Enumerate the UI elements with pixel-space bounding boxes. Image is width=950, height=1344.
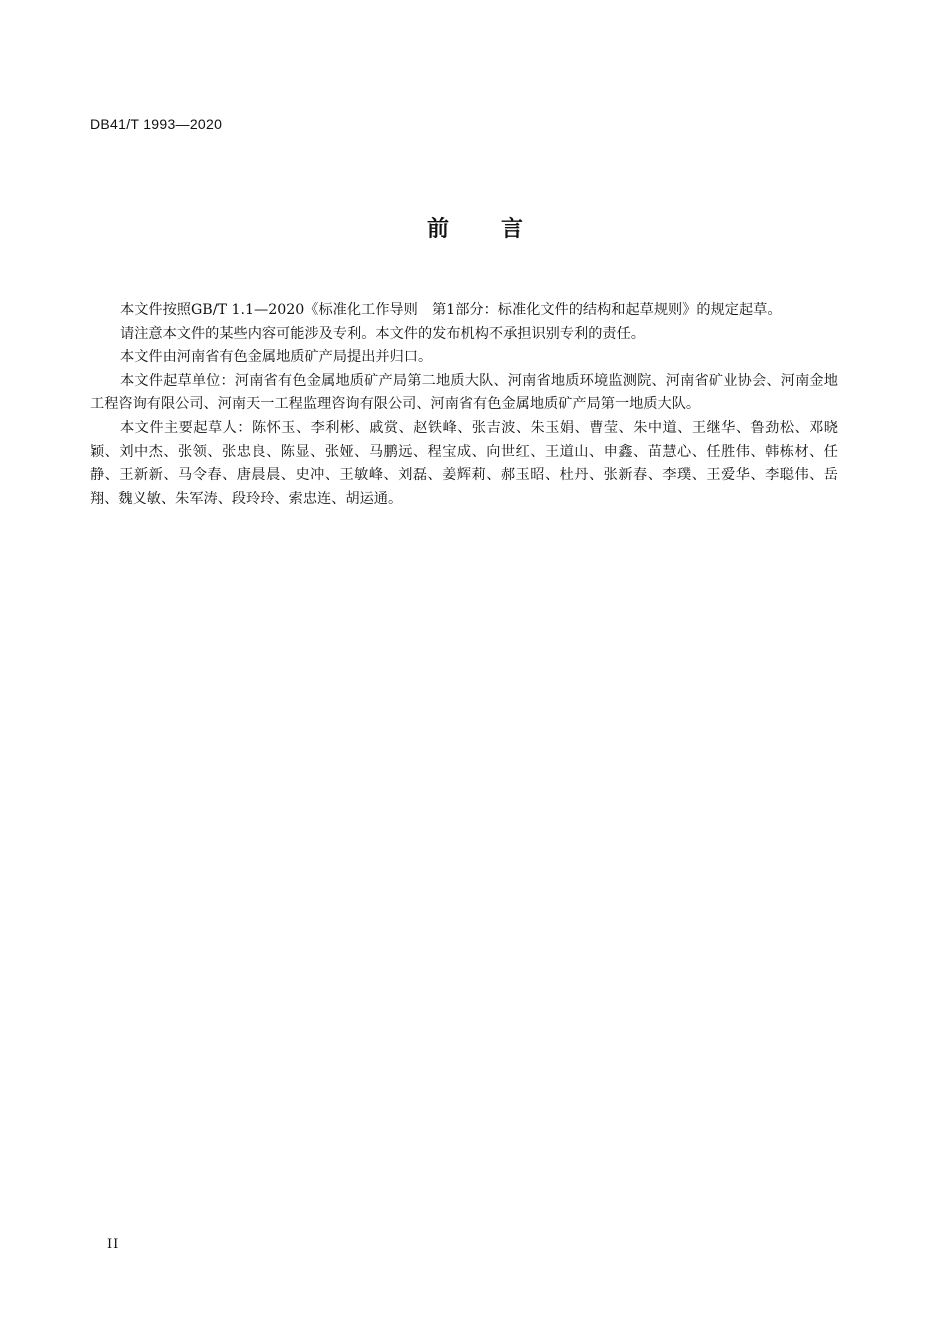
page-title	[0, 212, 950, 243]
document-code: DB41/T 1993—2020	[90, 116, 223, 132]
title-char-2: 言	[501, 217, 524, 242]
paragraph-drafters: 本文件主要起草人：陈怀玉、李利彬、戚赏、赵铁峰、张吉波、朱玉娟、曹莹、朱中道、王继华、鲁劲松、邓晓颖、刘中杰、张领、张忠良、陈显、张娅、马鹏远、程宝成、向世红、王道山、申鑫、苗慧心、任胜伟、韩栋材、任静、王新新、马令春、唐晨晨、史冲、王敏峰、刘磊、姜辉莉、郝玉昭、杜丹、张新春、李璞、王爱华、李聪伟、岳翔、魏义敏、朱军涛、段玲玲、索忠连、胡运通。	[90, 419, 838, 507]
paragraph-proposer: 本文件由河南省有色金属地质矿产局提出并归口。	[120, 349, 433, 366]
page-number: II	[107, 1237, 120, 1252]
foreword-body	[90, 299, 838, 511]
title-char-1: 前	[426, 217, 449, 242]
paragraph-drafting-units: 本文件起草单位：河南省有色金属地质矿产局第二地质大队、河南省地质环境监测院、河南省矿业协会、河南金地工程咨询有限公司、河南天一工程监理咨询有限公司、河南省有色金属地质矿产局第一地质大队。	[90, 372, 838, 413]
paragraph-drafting-rules: 本文件按照GB/T 1.1—2020《标准化工作导则 第1部分：标准化文件的结构和起草规则》的规定起草。	[120, 302, 782, 318]
paragraph-patent-notice: 请注意本文件的某些内容可能涉及专利。本文件的发布机构不承担识别专利的责任。	[120, 325, 645, 342]
